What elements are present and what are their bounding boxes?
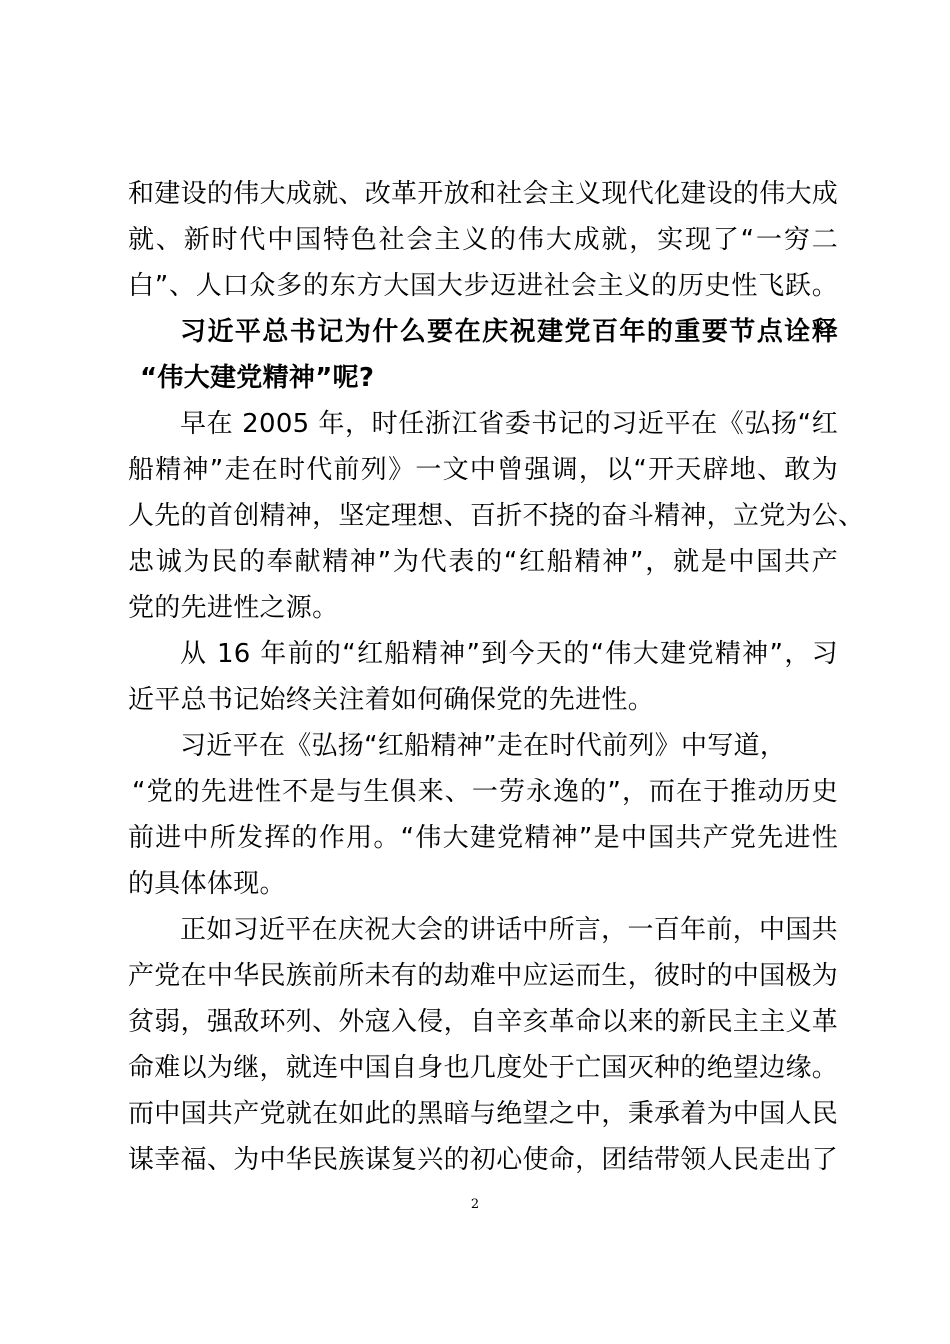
body-line-1: 和建设的伟大成就、改革开放和社会主义现代化建设的伟大成: [128, 179, 839, 209]
body-line-11: 从 16 年前的“红船精神”到今天的“伟大建党精神”，习: [180, 639, 838, 669]
body-line-10: 党的先进性之源。: [128, 593, 339, 623]
section-heading-line-2: “伟大建党精神”呢?: [140, 363, 375, 393]
page-number: 2: [470, 1197, 480, 1212]
body-line-19: 贫弱，强敌环列、外寇入侵，自辛亥革命以来的新民主主义革: [128, 1007, 839, 1037]
body-line-2: 就、新时代中国特色社会主义的伟大成就，实现了“一穷二: [128, 225, 838, 255]
body-line-7: 船精神”走在时代前列》一文中曾强调，以“开天辟地、敢为: [128, 455, 838, 485]
body-line-6: 早在 2005 年，时任浙江省委书记的习近平在《弘扬“红: [180, 409, 838, 439]
section-heading-line-1: 习近平总书记为什么要在庆祝建党百年的重要节点诠释: [180, 317, 838, 347]
body-line-3: 白”、人口众多的东方大国大步迈进社会主义的历史性飞跃。: [128, 271, 838, 301]
body-line-13: 习近平在《弘扬“红船精神”走在时代前列》中写道，: [180, 731, 787, 761]
body-line-8: 人先的首创精神，坚定理想、百折不挠的奋斗精神，立党为公、: [128, 501, 865, 531]
body-line-20: 命难以为继，就连中国自身也几度处于亡国灭种的绝望边缘。: [128, 1053, 839, 1083]
body-line-9: 忠诚为民的奉献精神”为代表的“红船精神”，就是中国共产: [128, 547, 838, 577]
body-line-18: 产党在中华民族前所未有的劫难中应运而生，彼时的中国极为: [128, 961, 839, 991]
body-line-16: 的具体体现。: [128, 869, 286, 899]
body-line-12: 近平总书记始终关注着如何确保党的先进性。: [128, 685, 655, 715]
body-line-14: “党的先进性不是与生俱来、一劳永逸的”，而在于推动历史: [132, 777, 838, 807]
body-line-22: 谋幸福、为中华民族谋复兴的初心使命，团结带领人民走出了: [128, 1145, 839, 1175]
body-line-15: 前进中所发挥的作用。“伟大建党精神”是中国共产党先进性: [128, 823, 838, 853]
body-line-17: 正如习近平在庆祝大会的讲话中所言，一百年前，中国共: [180, 915, 838, 945]
body-line-21: 而中国共产党就在如此的黑暗与绝望之中，秉承着为中国人民: [128, 1099, 839, 1129]
